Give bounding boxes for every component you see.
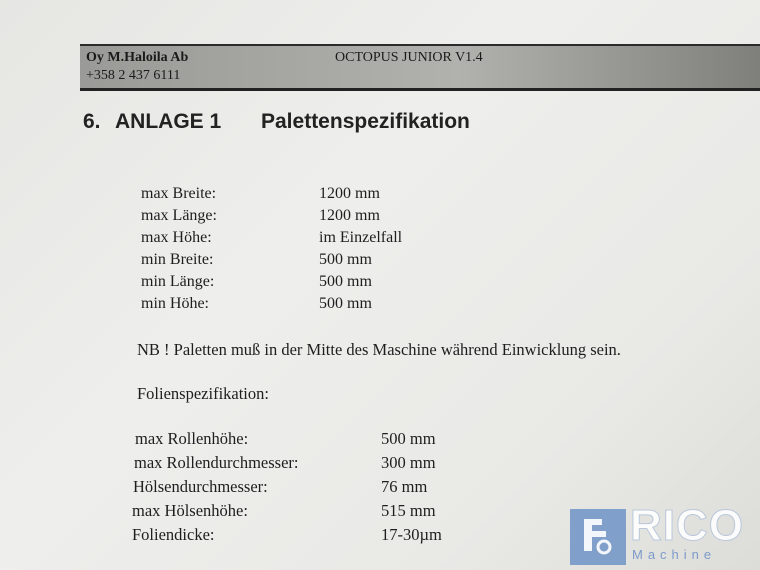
pallet-spec-value: 1200 mm (319, 185, 380, 202)
watermark-sub: Machine (632, 547, 717, 562)
film-spec-value: 76 mm (381, 477, 428, 496)
film-spec-label: Hölsendurchmesser: (133, 477, 268, 496)
pallet-spec-value: 500 mm (319, 295, 372, 312)
pallet-spec-label: max Breite: (141, 185, 217, 202)
film-spec-label: max Rollendurchmesser: (134, 453, 299, 472)
pallet-spec-value: 500 mm (319, 251, 372, 268)
film-spec-value: 17-30µm (381, 525, 442, 544)
film-spec-value: 515 mm (381, 501, 436, 520)
section-label: ANLAGE 1 (115, 110, 222, 133)
pallet-spec-label: min Breite: (141, 251, 214, 268)
note-text: NB ! Paletten muß in der Mitte des Maschine während Einwicklung sein. (137, 340, 621, 359)
film-spec-value: 500 mm (381, 429, 436, 448)
film-section-title: Folienspezifikation: (137, 384, 269, 403)
pallet-spec-label: max Höhe: (141, 229, 212, 246)
film-spec-label: Foliendicke: (132, 525, 215, 544)
pallet-spec-value: im Einzelfall (319, 229, 403, 246)
pallet-spec-label: min Länge: (141, 273, 215, 290)
gear-icon (580, 515, 614, 555)
film-spec-value: 300 mm (381, 453, 436, 472)
film-spec-label: max Hölsenhöhe: (132, 501, 248, 520)
watermark-logo (570, 501, 760, 570)
product-name: OCTOPUS JUNIOR V1.4 (335, 50, 483, 65)
company-phone: +358 2 437 6111 (86, 68, 181, 83)
film-spec-label: max Rollenhöhe: (135, 429, 249, 448)
header-divider (80, 88, 760, 91)
company-name: Oy M.Haloila Ab (86, 50, 189, 65)
section-number: 6. (83, 110, 101, 133)
pallet-spec-value: 500 mm (319, 273, 372, 290)
section-title: Palettenspezifikation (261, 110, 470, 133)
pallet-spec-label: max Länge: (141, 207, 217, 224)
pallet-spec-label: min Höhe: (141, 295, 209, 312)
watermark-brand: RICO (630, 501, 744, 550)
pallet-spec-value: 1200 mm (319, 207, 380, 224)
